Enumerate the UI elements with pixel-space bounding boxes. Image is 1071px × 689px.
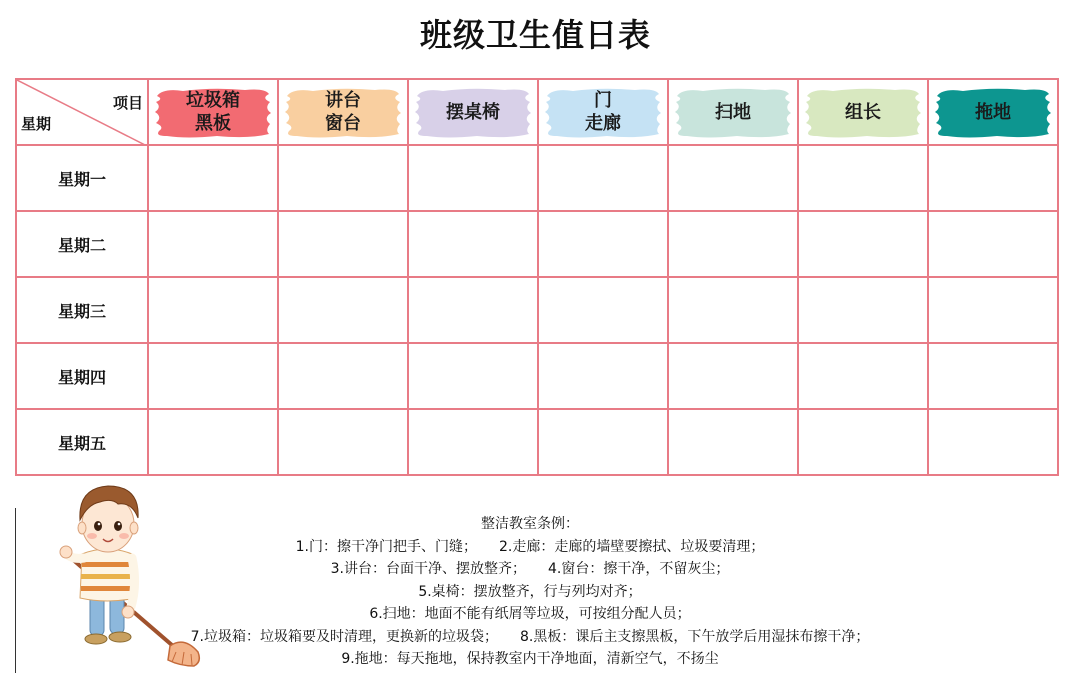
duty-cell[interactable] [798, 211, 928, 277]
duty-table [15, 78, 1059, 476]
column-label: 组长 [845, 101, 881, 123]
table-row [16, 409, 1058, 475]
duty-cell[interactable] [148, 343, 278, 409]
row-day-label: 星期一 [16, 145, 148, 211]
rule-line: 6.扫地：地面不能有纸屑等垃圾，可按组分配人员； [369, 606, 691, 622]
duty-cell[interactable] [148, 211, 278, 277]
duty-cell[interactable] [278, 145, 408, 211]
rule-line [130, 558, 930, 581]
duty-cell[interactable] [798, 145, 928, 211]
duty-cell[interactable] [538, 211, 668, 277]
duty-cell[interactable] [928, 409, 1058, 475]
corner-item-label: 项目 [112, 94, 143, 112]
duty-cell[interactable] [148, 145, 278, 211]
rules-heading: 整洁教室条例： [481, 516, 579, 532]
duty-cell[interactable] [668, 211, 798, 277]
rules-text [130, 513, 930, 671]
duty-cell[interactable] [408, 145, 538, 211]
duty-cell[interactable] [928, 211, 1058, 277]
rule-line [130, 626, 930, 649]
duty-cell[interactable] [408, 409, 538, 475]
column-header-3 [538, 79, 668, 145]
duty-cell[interactable] [668, 409, 798, 475]
duty-cell[interactable] [928, 343, 1058, 409]
duty-cell[interactable] [278, 343, 408, 409]
duty-cell[interactable] [538, 409, 668, 475]
rule-item: 1.门：擦干净门把手、门缝； [295, 538, 477, 555]
duty-cell[interactable] [538, 277, 668, 343]
duty-cell[interactable] [798, 343, 928, 409]
column-label: 讲台 窗台 [325, 90, 361, 134]
duty-cell[interactable] [928, 145, 1058, 211]
rule-line: 5.桌椅：摆放整齐，行与列均对齐； [418, 583, 642, 600]
duty-cell[interactable] [668, 343, 798, 409]
column-header-1 [278, 79, 408, 145]
column-header-4 [668, 79, 798, 145]
divider-line [15, 508, 16, 673]
duty-cell[interactable] [668, 145, 798, 211]
column-header-2 [408, 79, 538, 145]
table-row [16, 211, 1058, 277]
rule-item: 3.讲台：台面干净、摆放整齐； [330, 561, 526, 577]
row-day-label: 星期三 [16, 277, 148, 343]
duty-cell[interactable] [668, 277, 798, 343]
rule-item: 7.垃圾箱：垃圾箱要及时清理，更换新的垃圾袋； [190, 628, 498, 645]
corner-week-label: 星期 [21, 115, 52, 133]
duty-cell[interactable] [798, 277, 928, 343]
duty-cell[interactable] [408, 211, 538, 277]
column-label: 门 走廊 [585, 90, 621, 134]
duty-cell[interactable] [278, 277, 408, 343]
duty-cell[interactable] [798, 409, 928, 475]
duty-cell[interactable] [408, 277, 538, 343]
rule-line [130, 536, 930, 559]
duty-cell[interactable] [538, 343, 668, 409]
rule-item: 2.走廊：走廊的墙壁要擦拭、垃圾要清理； [499, 538, 765, 555]
column-label: 扫地 [715, 101, 751, 123]
column-header-5 [798, 79, 928, 145]
duty-cell[interactable] [538, 145, 668, 211]
table-header-row [16, 79, 1058, 145]
page-title: 班级卫生值日表 [419, 16, 651, 54]
duty-cell[interactable] [278, 211, 408, 277]
row-day-label: 星期五 [16, 409, 148, 475]
rule-line: 9.拖地：每天拖地，保持教室内干净地面，清新空气，不扬尘 [341, 651, 719, 667]
duty-cell[interactable] [148, 409, 278, 475]
duty-cell[interactable] [928, 277, 1058, 343]
duty-cell[interactable] [278, 409, 408, 475]
column-label: 拖地 [975, 101, 1011, 123]
column-label: 摆桌椅 [446, 101, 500, 123]
column-label: 垃圾箱 黑板 [186, 90, 240, 134]
corner-cell [16, 79, 148, 145]
rule-item: 8.黑板：课后主支擦黑板，下午放学后用湿抹布擦干净； [520, 628, 870, 645]
column-header-6 [928, 79, 1058, 145]
table-row [16, 145, 1058, 211]
row-day-label: 星期二 [16, 211, 148, 277]
rule-item: 4.窗台：擦干净，不留灰尘； [548, 561, 730, 577]
row-day-label: 星期四 [16, 343, 148, 409]
duty-cell[interactable] [408, 343, 538, 409]
table-row [16, 277, 1058, 343]
table-row [16, 343, 1058, 409]
duty-cell[interactable] [148, 277, 278, 343]
column-header-0 [148, 79, 278, 145]
